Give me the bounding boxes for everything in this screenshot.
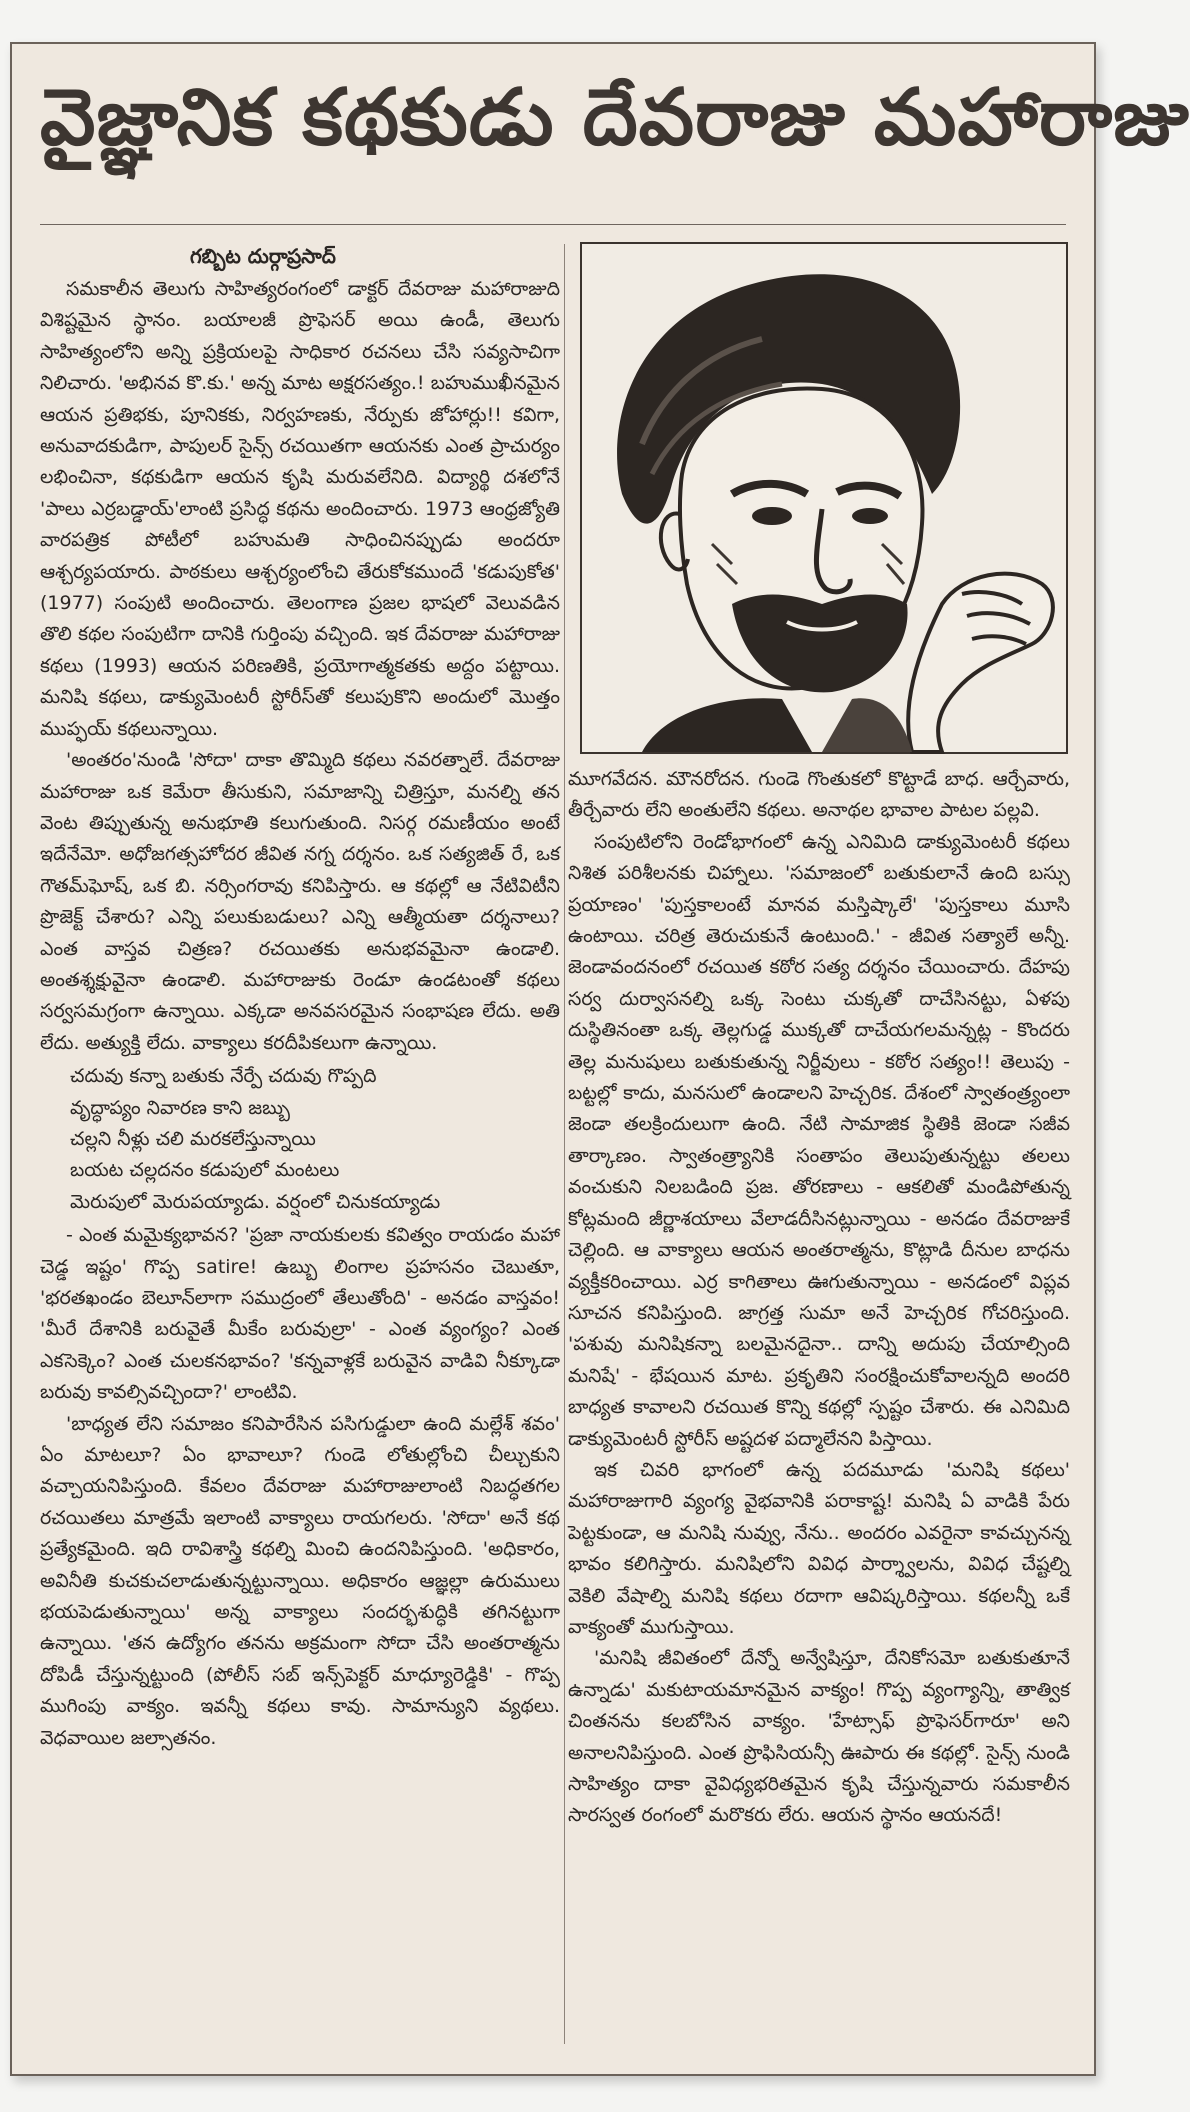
- quoted-line: వృద్ధాప్యం నివారణ కాని జబ్బు: [70, 1096, 290, 1119]
- article-paragraph: సంపుటిలోని రెండోభాగంలో ఉన్న ఎనిమిది డాక్యుమెంటరీ కథలు నిశిత పరిశీలనకు చిహ్నాలు. 'సమాజంలో బతుకులానే ఉంది బస్సు ప్రయాణం' 'పుస్తకాలంటే మానవ మస్తిష్కాలే' 'పుస్తకాలు మూసి ఉంటాయి. చరిత్ర తెరుచుకునే ఉంటుంది.' - జీవిత సత్యాలే అన్నీ. జెండావందనంలో రచయిత కఠోర సత్య దర్శనం చేయించారు. దేహపు సర్వ దుర్వాసనల్ని ఒక్క సెంటు చుక్కతో దాచేసినట్టు, ఏళపు దుస్థితినంతా ఒక్క తెల్లగుడ్డ ముక్కతో దాచేయగలమన్నట్ల - కొందరు తెల్ల మనుషులు బతుకుతున్న నిర్జీవులు - కఠోర సత్యం!! తెలుపు - బట్టల్లో కాదు, మనసులో ఉండాలని హెచ్చరిక. దేశంలో స్వాతంత్ర్యంలా జెండా తలక్రిందులుగా ఉంది. నేటి సామాజిక స్థితికి జెండా సజీవ తార్కాణం. స్వాతంత్ర్యానికి సంతాపం తెలుపుతున్నట్టు తలలు వంచుకుని నిలబడింది ప్రజ. తోరణాలు - ఆకలితో మండిపోతున్న కోట్లమంది జీర్ణాశయాలు వేలాడదీసినట్లున్నాయి - అనడం దేవరాజుకే చెల్లింది. ఆ వాక్యాలు ఆయన అంతరాత్మను, కొట్లాడి దీనుల బాధను వ్యక్తీకరించాయి. ఎర్ర కాగితాలు ఊగుతున్నాయి - అనడంలో విప్లవ సూచన కనిపిస్తుంది. జాగ్రత్త సుమా అనే హెచ్చరిక గోచరిస్తుంది. 'పశువు మనిషికన్నా బలమైనదైనా.. దాన్ని అదుపు చేయాల్సింది మనిషే' - భేషయిన మాట. ప్రకృతిని సంరక్షించుకోవాలన్నది అందరి బాధ్యత కావాలని రచయిత కొన్ని కథల్లో స్పష్టం చేశారు. ఈ ఎనిమిది డాక్యుమెంటరీ స్టోరీస్ అష్టదళ పద్మాలేనని పిస్తాయి.: [568, 830, 1070, 1450]
- quoted-line: చదువు కన్నా బతుకు నేర్పే చదువు గొప్పది: [70, 1065, 377, 1088]
- article-headline: వైజ్ఞానిక కథకుడు దేవరాజు మహారాజు: [40, 73, 1190, 163]
- article-paragraph: - ఎంత మమైక్యభావన? 'ప్రజా నాయకులకు కవిత్వం రాయడం మహా చెడ్డ ఇష్టం' గొప్ప satire! ఉబ్బు లింగాల ప్రహసనం చెబుతూ, 'భరతఖండం బెలూన్‌లాగా సముద్రంలో తేలుతోంది' - అనడం వాస్తవం! 'మీరే దేశానికి బరువైతే మీకేం బరువుల్రా' - ఎంత వ్యంగ్యం? ఎంత ఎకసెక్కెం? ఎంత చులకనభావం? 'కన్నవాళ్లకే బరువైన వాడివి నీక్కూడా బరువు కావల్సివచ్చిందా?' లాంటివి.: [40, 1224, 560, 1404]
- author-portrait-sketch-icon: [582, 244, 1066, 752]
- article-paragraph: 'అంతరం'నుండి 'సోదా' దాకా తొమ్మిది కథలు నవరత్నాలే. దేవరాజు మహారాజు ఒక కెమేరా తీసుకుని, సమాజాన్ని చిత్రిస్తూ, మనల్ని తన వెంట తిప్పుతున్న అనుభూతి కలుగుతుంది. నిసర్గ రమణీయం అంటే ఇదేనేమో. అధోజగత్సహోదర జీవిత నగ్న దర్శనం. ఒక సత్యజిత్ రే, ఒక గౌతమ్‌ఘోష్, ఒక బి. నర్సింగరావు కనిపిస్తారు. ఆ కథల్లో ఆ నేటివిటీని ప్రొజెక్ట్ చేశారు? ఎన్ని పలుకుబడులు? ఎన్ని ఆత్మీయతా దర్శనాలు? ఎంత వాస్తవ చిత్రణ? రచయితకు అనుభవమైనా ఉండాలి. అంతశ్శక్షువైనా ఉండాలి. మహారాజుకు రెండూ ఉండటంతో కథలు సర్వసమగ్రంగా ఉన్నాయి. ఎక్కడా అనవసరమైన సంభాషణ లేదు. అతి లేదు. అత్యుక్తి లేదు. వాక్యాలు కరదీపికలుగా ఉన్నాయి.: [40, 749, 560, 1054]
- left-column: [40, 234, 560, 2050]
- right-column: [568, 234, 1070, 2050]
- article-paragraph: 'మనిషి జీవితంలో దేన్నో అన్వేషిస్తూ, దేనికోసమో బతుకుతూనే ఉన్నాడు' మకుటాయమానమైన వాక్యం! గొప్ప వ్యంగ్యాన్ని, తాత్విక చింతనను కలబోసిన వాక్యం. 'హేట్సాఫ్ ప్రొఫెసర్‌గారూ' అని అనాలనిపిస్తుంది. ఎంత ప్రొఫిసియన్సీ ఊపారు ఈ కథల్లో. సైన్స్ నుండి సాహిత్యం దాకా వైవిధ్యభరితమైన కృషి చేస్తున్నవారు సమకాలీన సారస్వత రంగంలో మరొకరు లేరు. ఆయన స్థానం ఆయనదే!: [568, 1647, 1070, 1827]
- newspaper-clipping: [10, 42, 1190, 2076]
- article-paragraph: సమకాలీన తెలుగు సాహిత్యరంగంలో డాక్టర్ దేవరాజు మహారాజుది విశిష్టమైన స్థానం. బయాలజీ ప్రొఫెసర్ అయి ఉండీ, తెలుగు సాహిత్యంలోని అన్ని ప్రక్రియలపై సాధికార రచనలు చేసి సవ్యసాచిగా నిలిచారు. 'అభినవ కొ.కు.' అన్న మాట అక్షరసత్యం.! బహుముఖీనమైన ఆయన ప్రతిభకు, పూనికకు, నిర్వహణకు, నేర్పుకు జోహార్లు!! కవిగా, అనువాదకుడిగా, పాపులర్ సైన్స్ రచయితగా ఆయనకు ఎంత ప్రాచుర్యం లభించినా, కథకుడిగా ఆయన కృషి మరువలేనిది. విద్యార్థి దశలోనే 'పాలు ఎర్రబడ్డాయ్'లాంటి ప్రసిద్ధ కథను అందించారు. 1973 ఆంధ్రజ్యోతి వారపత్రిక పోటీలో బహుమతి సాధించినప్పుడు అందరూ ఆశ్చర్యపయారు. పాఠకులు ఆశ్చర్యంలోంచి తేరుకోకముందే 'కడుపుకోత' (1977) సంపుటి అందించారు. తెలంగాణ ప్రజల భాషలో వెలువడిన తొలి కథల సంపుటిగా దానికి గుర్తింపు వచ్చింది. ఇక దేవరాజు మహారాజు కథలు (1993) ఆయన పరిణతికి, ప్రయోగాత్మకతకు అద్దం పట్టాయి. మనిషి కథలు, డాక్యుమెంటరీ స్టోరీస్‌తో కలుపుకొని అందులో మొత్తం ముప్ఫయ్ కథలున్నాయి.: [40, 278, 560, 740]
- column-divider: [564, 244, 565, 2044]
- article-paragraph: మూగవేదన. మౌనరోదన. గుండె గొంతుకలో కొట్టాడే బాధ. ఆర్చేవారు, తీర్చేవారు లేని అంతులేని కథలు. అనాథల భావాల పాటల పల్లవి.: [568, 768, 1070, 822]
- headline-rule: [40, 224, 1066, 225]
- article-paragraph: 'బాధ్యత లేని సమాజం కనిపారేసిన పసిగుడ్డులా ఉంది మల్లేశ్ శవం' ఏం మాటలూ? ఏం భావాలూ? గుండె లోతుల్లోంచి చీల్చుకుని వచ్చాయనిపిస్తుంది. కేవలం దేవరాజు మహారాజులాంటి నిబద్ధతగల రచయితలు మాత్రమే ఇలాంటి వాక్యాలు రాయగలరు. 'సోదా' అనే కథ ప్రత్యేకమైంది. ఇది రావిశాస్త్రి కథల్ని మించి ఉందనిపిస్తుంది. 'అధికారం, అవినీతి కుచకుచలాడుతున్నట్టున్నాయి. అధికారం ఆజ్ఞల్లా ఉరుములు భయపెడుతున్నాయి' అన్న వాక్యాలు సందర్భశుద్ధికి తగినట్టుగా ఉన్నాయి. 'తన ఉద్యోగం తనను అక్రమంగా సోదా చేసి అంతరాత్మను దోపిడీ చేస్తున్నట్టుంది (పోలీస్ సబ్ ఇన్స్‌పెక్టర్ మాధ్యూరెడ్డికి' - గొప్ప ముగింపు వాక్యం. ఇవన్నీ కథలు కావు. సామాన్యుని వ్యథలు. వెధవాయిల జల్సాతనం.: [40, 1412, 560, 1749]
- author-byline: గబ్బిట దుర్గాప్రసాద్: [190, 244, 336, 268]
- quoted-lines: [70, 1061, 560, 1218]
- article-paragraph: ఇక చివరి భాగంలో ఉన్న పదమూడు 'మనిషి కథలు' మహారాజుగారి వ్యంగ్య వైభవానికి పరాకాష్ట! మనిషి ఏ వాడికి పేరు పెట్టకుండా, ఆ మనిషి నువ్వు, నేను.. అందరం ఎవరైనా కావచ్చునన్న భావం కలిగిస్తారు. మనిషిలోని వివిధ పార్శ్వాలను, వివిధ చేష్టల్ని వెకిలి వేషాల్ని మనిషి కథలు రదాగా ఆవిష్కరిస్తాయి. కథలన్నీ ఒకే వాక్యంతో ముగుస్తాయి.: [568, 1458, 1070, 1638]
- author-portrait: [580, 242, 1068, 754]
- quoted-line: బయట చల్లదనం కడుపులో మంటలు: [70, 1159, 340, 1182]
- quoted-line: చల్లని నీళ్లు చలి మరకలేస్తున్నాయి: [70, 1127, 316, 1150]
- quoted-line: మెరుపులో మెరుపయ్యాడు. వర్షంలో చినుకయ్యాడు: [70, 1190, 441, 1213]
